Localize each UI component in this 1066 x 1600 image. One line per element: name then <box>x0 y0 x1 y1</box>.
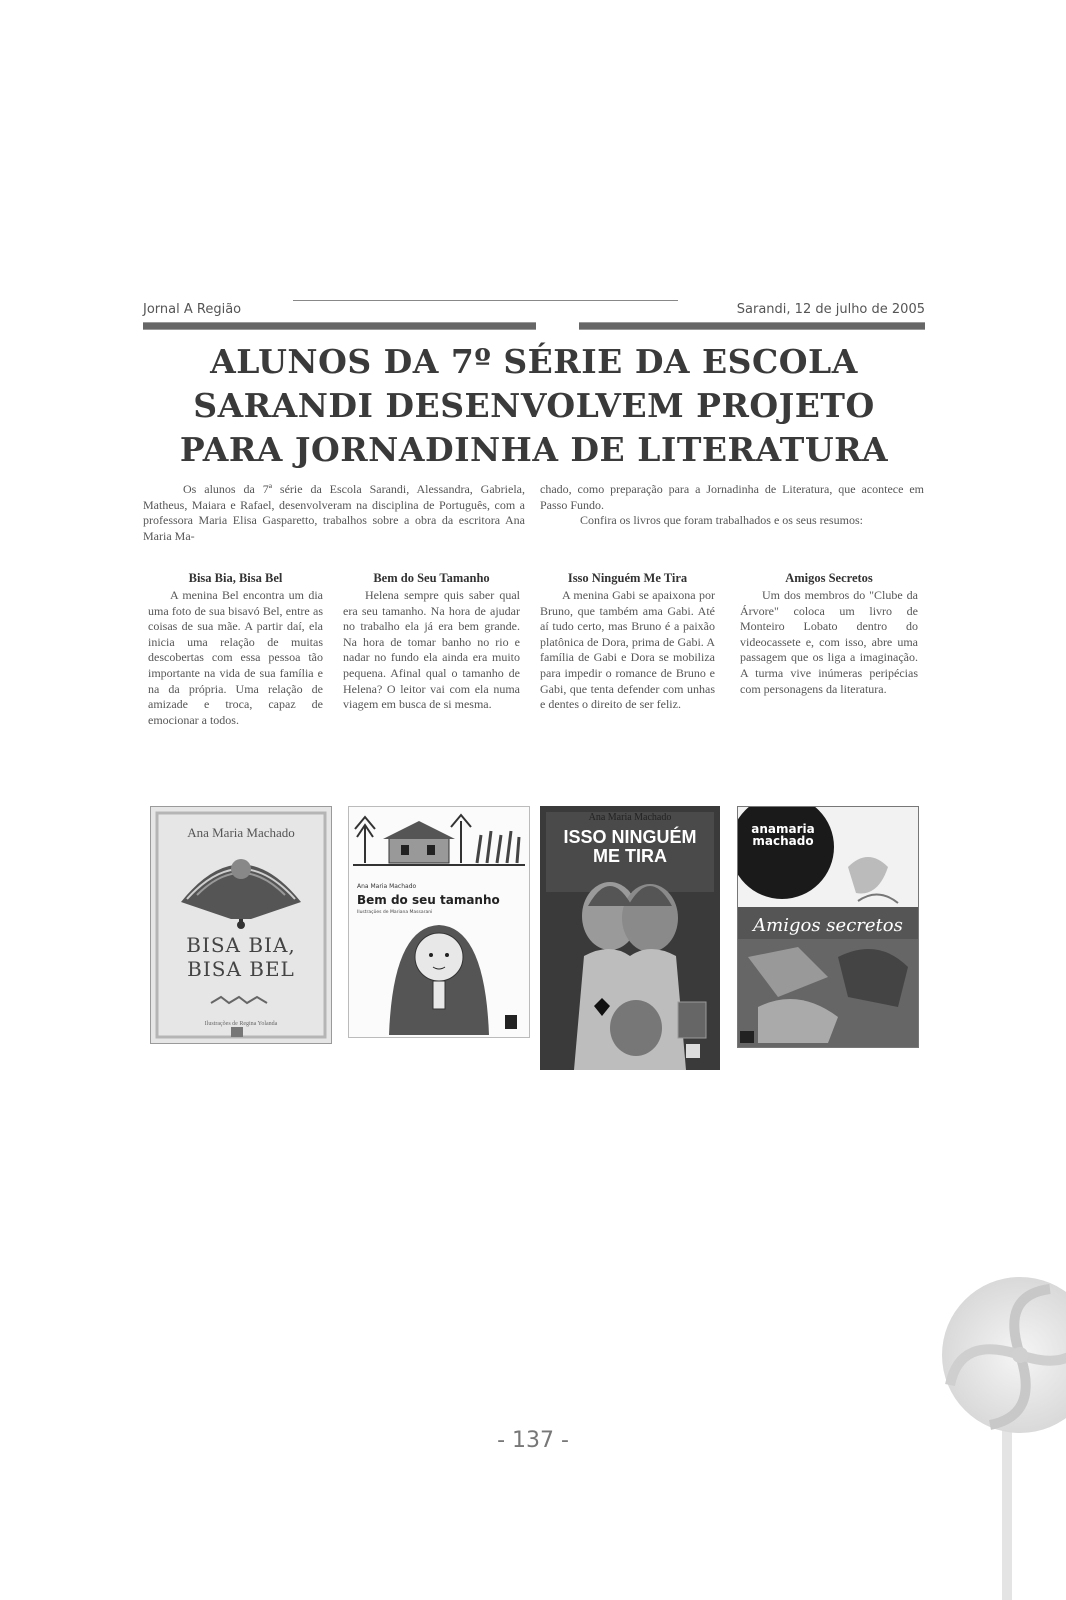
fan-illustration <box>151 807 331 1043</box>
intro-paragraph-right <box>540 482 924 529</box>
masthead-band-right <box>579 322 925 330</box>
intro-continuation: chado, como preparação para a Jornadinha de Literatura, que acontece em Passo Fundo. <box>540 482 924 512</box>
intro-paragraph-left: Os alunos da 7ª série da Escola Sarandi, Alessandra, Gabriela, Matheus, Maiara e Rafael, desenvolveram na disciplina de Português, com a professora Maria Elisa Gasparetto, trabalhos sobre a obra da escritora Ana Maria Ma- <box>143 482 525 543</box>
newspaper-dateline: Sarandi, 12 de julho de 2005 <box>736 302 925 317</box>
cover-title: Bem do seu tamanho <box>357 893 500 907</box>
book-cover-isso-ninguem-me-tira <box>540 806 720 1070</box>
cover-title-line-1: ISSO NINGUÉM <box>563 827 697 847</box>
newspaper-masthead <box>143 300 925 336</box>
masthead-band-left <box>143 322 536 330</box>
cover-title-line-2: ME TIRA <box>593 846 667 866</box>
section-text-bisa: A menina Bel encontra um dia uma foto de sua bisavó Bel, entre as coisas de sua mãe. A partir daí, ela inicia uma relação de muitas descobertas com essa pessoa tão importante na vida de sua família e na da própria. Uma relação de amizade e troca, capaz de emocionar a todos. <box>148 588 323 727</box>
section-title-bisa: Bisa Bia, Bisa Bel <box>188 571 283 585</box>
cover-title <box>540 828 720 866</box>
cover-author: Ana Maria Machado <box>357 883 417 890</box>
section-text-bem: Helena sempre quis saber qual era seu tamanho. Na hora de ajudar no trabalho ela já era bem grande. Na hora de tomar banho no rio e nadar no fundo ela ainda era muito pequena. Afinal qual o tamanho de Helena? O leitor vai com ela numa viagem em busca de si mesma. <box>343 588 520 712</box>
section-text-amigos: Um dos membros do "Clube da Árvore" coloca um livro de Monteiro Lobato dentro do videocassete e, com isso, abre uma passagem que os liga a imaginação. A turma vive inúmeras peripécias com personagens da literatura. <box>740 588 918 696</box>
house-and-girl-illustration <box>349 807 529 1037</box>
article-headline <box>143 340 925 472</box>
headline-line-1: ALUNOS DA 7º SÉRIE DA ESCOLA <box>210 342 858 381</box>
cover-title: Amigos secretos <box>753 915 903 936</box>
cover-title <box>151 933 331 981</box>
cover-author: Ana Maria Machado <box>588 812 672 823</box>
book-cover-bem-do-seu-tamanho <box>348 806 530 1038</box>
cover-illustrator: Ilustrações de Mariana Massarani <box>357 910 433 915</box>
section-title-bem: Bem do Seu Tamanho <box>373 571 490 585</box>
cover-author: Ana Maria Machado <box>187 825 295 840</box>
cover-illustrator: Ilustrações de Regina Yolanda <box>204 1021 278 1027</box>
section-title-isso: Isso Ninguém Me Tira <box>567 571 688 585</box>
cover-title-line-1: BISA BIA, <box>186 933 296 957</box>
section-title-amigos: Amigos Secretos <box>785 571 873 585</box>
cover-title-line-2: BISA BEL <box>187 957 295 981</box>
cover-author-line-2: machado <box>752 834 814 848</box>
headline-line-3: PARA JORNADINHA DE LITERATURA <box>179 430 889 469</box>
masthead-rule <box>293 300 678 301</box>
page-number: - 137 - <box>497 1428 569 1453</box>
book-cover-amigos-secretos <box>737 806 919 1048</box>
newspaper-name: Jornal A Região <box>143 302 242 317</box>
intro-confira: Confira os livros que foram trabalhados e os seus resumos: <box>580 513 863 528</box>
lollipop-decoration <box>940 1275 1066 1600</box>
headline-line-2: SARANDI DESENVOLVEM PROJETO <box>193 386 875 425</box>
cover-author <box>742 823 824 847</box>
book-cover-bisa-bia <box>150 806 332 1044</box>
cover-author-line-1: anamaria <box>751 822 815 836</box>
section-text-isso: A menina Gabi se apaixona por Bruno, que também ama Gabi. Até aí tudo certo, mas Bruno é a paixão platônica de Dora, prima de Gabi. A família de Gabi e Dora se mobiliza para impedir o romance de Bruno e Gabi, que tenta defender com unhas e dentes o direito de ser feliz. <box>540 588 715 712</box>
